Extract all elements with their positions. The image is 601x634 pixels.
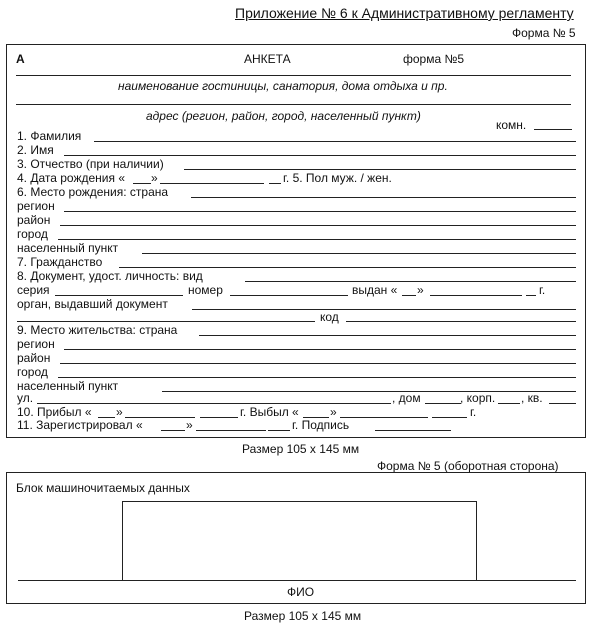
- surname-line[interactable]: [94, 141, 576, 142]
- city-line[interactable]: [58, 239, 576, 240]
- hotel-caption: наименование гостиницы, санатория, дома отдыха и пр.: [118, 79, 448, 93]
- issued-month-line[interactable]: [430, 295, 522, 296]
- arrived-label: 10. Прибыл «: [17, 405, 92, 419]
- address-caption: адрес (регион, район, город, населенный пункт): [146, 109, 421, 123]
- registered-quote: »: [186, 418, 193, 432]
- patronymic-line[interactable]: [184, 169, 576, 170]
- arrived-year-line[interactable]: [200, 417, 238, 418]
- patronymic-label: 3. Отчество (при наличии): [17, 157, 164, 171]
- address-line[interactable]: [16, 104, 571, 105]
- issuer-line[interactable]: [192, 309, 576, 310]
- hotel-name-line[interactable]: [16, 75, 571, 76]
- birth-year-line[interactable]: [269, 183, 281, 184]
- form-heading: АНКЕТА: [244, 52, 291, 66]
- birth-day-line[interactable]: [133, 183, 151, 184]
- street-label: ул.: [17, 391, 34, 405]
- machine-readable-area: [122, 501, 477, 581]
- size-caption-front: Размер 105 х 145 мм: [242, 442, 360, 456]
- locality-label: населенный пункт: [17, 241, 119, 255]
- departed-year-line[interactable]: [432, 417, 467, 418]
- arrived-quote: »: [116, 405, 123, 419]
- district-label: район: [17, 213, 51, 227]
- residence-country-line[interactable]: [199, 335, 576, 336]
- form-number: форма №5: [403, 52, 465, 66]
- signature-line[interactable]: [375, 430, 451, 431]
- street-line[interactable]: [37, 403, 391, 404]
- issued-year-line[interactable]: [526, 295, 536, 296]
- locality-line[interactable]: [142, 253, 576, 254]
- birth-country-line[interactable]: [191, 197, 576, 198]
- building-label: , корп.: [460, 391, 496, 405]
- registered-label: 11. Зарегистрировал «: [17, 418, 143, 432]
- birth-date-quote: »: [151, 171, 158, 185]
- house-label: , дом: [392, 391, 421, 405]
- locality2-label: населенный пункт: [17, 379, 119, 393]
- city2-label: город: [17, 365, 48, 379]
- citizenship-line[interactable]: [119, 267, 576, 268]
- flat-line[interactable]: [549, 403, 576, 404]
- region2-label: регион: [17, 337, 55, 351]
- departed-month-line[interactable]: [340, 417, 428, 418]
- house-line[interactable]: [425, 403, 461, 404]
- series-label: серия: [17, 283, 50, 297]
- issuer-line-2[interactable]: [17, 321, 315, 322]
- name-line[interactable]: [64, 155, 576, 156]
- birth-date-label: 4. Дата рождения «: [17, 171, 125, 185]
- document-label: 8. Документ, удост. личность: вид: [17, 269, 203, 283]
- district-line[interactable]: [60, 225, 576, 226]
- region-label: регион: [17, 199, 55, 213]
- year-sex-label: г. 5. Пол муж. / жен.: [283, 171, 392, 185]
- issued-day-line[interactable]: [402, 295, 416, 296]
- issuer-label: орган, выдавший документ: [17, 297, 168, 311]
- citizenship-label: 7. Гражданство: [17, 255, 103, 269]
- district2-line[interactable]: [60, 363, 576, 364]
- code-line[interactable]: [346, 321, 576, 322]
- departed-label: г. Выбыл «: [240, 405, 299, 419]
- fio-line[interactable]: [18, 580, 576, 581]
- registered-day-line[interactable]: [161, 430, 185, 431]
- birth-place-label: 6. Место рождения: страна: [17, 185, 169, 199]
- back-form-label: Форма № 5 (оборотная сторона): [377, 459, 559, 473]
- registered-year-line[interactable]: [268, 430, 290, 431]
- flat-label: , кв.: [521, 391, 543, 405]
- city2-line[interactable]: [58, 377, 576, 378]
- building-line[interactable]: [498, 403, 520, 404]
- city-label: город: [17, 227, 48, 241]
- code-label: код: [320, 310, 339, 324]
- birth-month-line[interactable]: [160, 183, 264, 184]
- number-label: номер: [188, 283, 223, 297]
- machine-block-title: Блок машиночитаемых данных: [16, 481, 190, 495]
- region-line[interactable]: [64, 211, 576, 212]
- district2-label: район: [17, 351, 51, 365]
- size-caption-back: Размер 105 х 145 мм: [244, 609, 362, 623]
- issued-label: выдан «: [352, 283, 398, 297]
- residence-label: 9. Место жительства: страна: [17, 323, 178, 337]
- region2-line[interactable]: [64, 349, 576, 350]
- corner-letter: А: [16, 52, 25, 66]
- name-label: 2. Имя: [17, 143, 54, 157]
- issued-quote: »: [417, 283, 424, 297]
- signature-label: г. Подпись: [292, 418, 350, 432]
- departed-quote: »: [330, 405, 337, 419]
- fio-label: ФИО: [287, 585, 315, 599]
- series-line[interactable]: [55, 295, 183, 296]
- appendix-title: Приложение № 6 к Административному регламенту: [235, 5, 574, 21]
- room-label: комн.: [496, 118, 527, 132]
- document-type-line[interactable]: [245, 281, 576, 282]
- room-line[interactable]: [534, 129, 572, 130]
- registered-month-line[interactable]: [196, 430, 266, 431]
- departed-year-suffix: г.: [470, 405, 477, 419]
- form-label-top: Форма № 5: [512, 26, 576, 40]
- surname-label: 1. Фамилия: [17, 129, 82, 143]
- locality2-line[interactable]: [162, 391, 576, 392]
- issued-year-suffix: г.: [539, 283, 546, 297]
- number-line[interactable]: [230, 295, 348, 296]
